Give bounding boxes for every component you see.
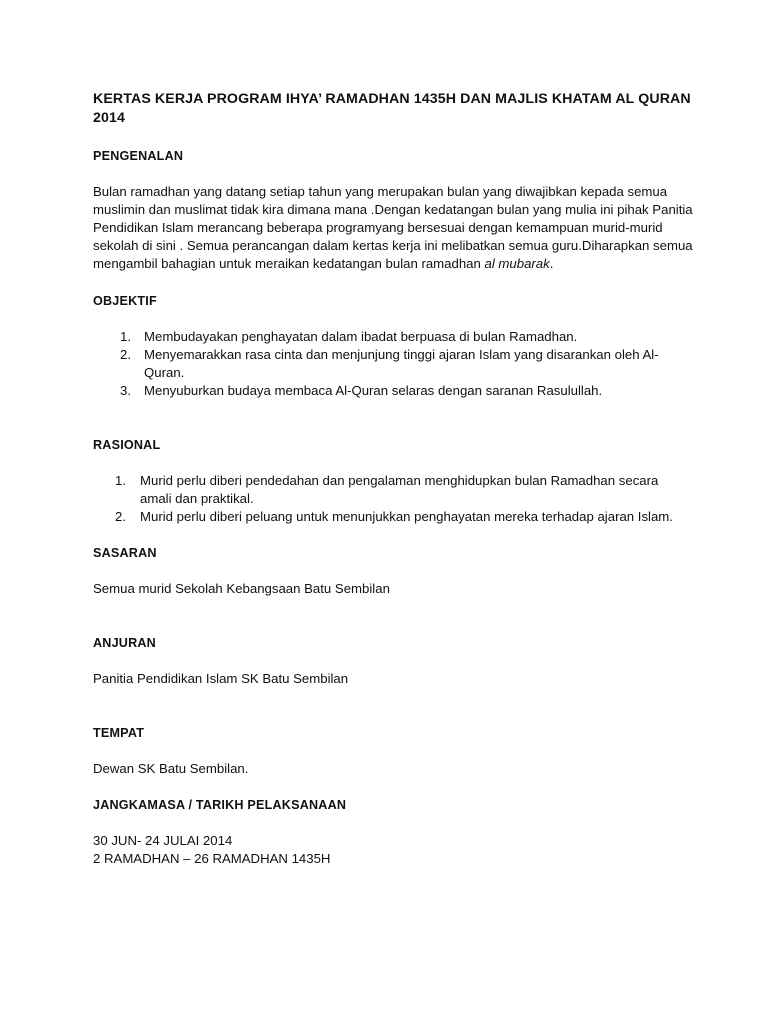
list-number: 2. — [120, 347, 131, 362]
sasaran-text: Semua murid Sekolah Kebangsaan Batu Sembilan — [93, 581, 390, 596]
pengenalan-paragraph — [93, 183, 693, 273]
jangkamasa-line1: 30 JUN- 24 JULAI 2014 — [93, 833, 233, 848]
anjuran-text: Panitia Pendidikan Islam SK Batu Sembilan — [93, 671, 349, 686]
jangkamasa-line2: 2 RAMADHAN – 26 RAMADHAN 1435H — [93, 851, 331, 866]
objektif-list — [93, 328, 693, 400]
list-number: 1. — [120, 329, 131, 344]
tempat-text: Dewan SK Batu Sembilan. — [93, 761, 249, 776]
pengenalan-italic-text: al mubarak — [484, 256, 550, 271]
heading-pengenalan: PENGENALAN — [93, 149, 184, 163]
heading-sasaran: SASARAN — [93, 546, 157, 560]
list-item — [93, 328, 693, 346]
list-item — [93, 346, 693, 382]
pengenalan-text-end: . — [549, 256, 554, 271]
document-title: KERTAS KERJA PROGRAM IHYA’ RAMADHAN 1435H DAN MAJLIS KHATAM AL QURAN 2014 — [93, 91, 691, 126]
list-text: Murid perlu diberi peluang untuk menunjukkan penghayatan mereka terhadap ajaran Islam. — [140, 509, 673, 524]
list-item — [93, 472, 693, 508]
heading-tempat: TEMPAT — [93, 726, 145, 740]
list-text: Murid perlu diberi pendedahan dan pengalaman menghidupkan bulan Ramadhan secara amali dan praktikal. — [140, 473, 659, 506]
heading-rasional: RASIONAL — [93, 438, 161, 452]
heading-objektif: OBJEKTIF — [93, 294, 157, 308]
pengenalan-text: Bulan ramadhan yang datang setiap tahun yang merupakan bulan yang diwajibkan kepada semua muslimin dan muslimat tidak kira dimana mana .Dengan kedatangan bulan yang mulia ini pihak Panitia Pendidikan Islam merancang beberapa programyang bersesuai dengan kemampuan murid-murid sekolah di sini . Semua perancangan dalam kertas kerja ini melibatkan semua guru.Diharapkan semua mengambil bahagian untuk meraikan kedatangan bulan ramadhan — [93, 184, 693, 271]
list-text: Menyemarakkan rasa cinta dan menjunjung tinggi ajaran Islam yang disarankan oleh Al-Quran. — [144, 347, 659, 380]
heading-anjuran: ANJURAN — [93, 636, 156, 650]
list-number: 3. — [120, 383, 131, 398]
list-number: 1. — [115, 473, 126, 488]
list-number: 2. — [115, 509, 126, 524]
list-text: Membudayakan penghayatan dalam ibadat berpuasa di bulan Ramadhan. — [144, 329, 578, 344]
list-item — [93, 382, 693, 400]
rasional-list — [93, 472, 693, 526]
document-body — [93, 90, 693, 868]
heading-jangkamasa: JANGKAMASA / TARIKH PELAKSANAAN — [93, 798, 347, 812]
list-text: Menyuburkan budaya membaca Al-Quran selaras dengan saranan Rasulullah. — [144, 383, 603, 398]
list-item — [93, 508, 693, 526]
